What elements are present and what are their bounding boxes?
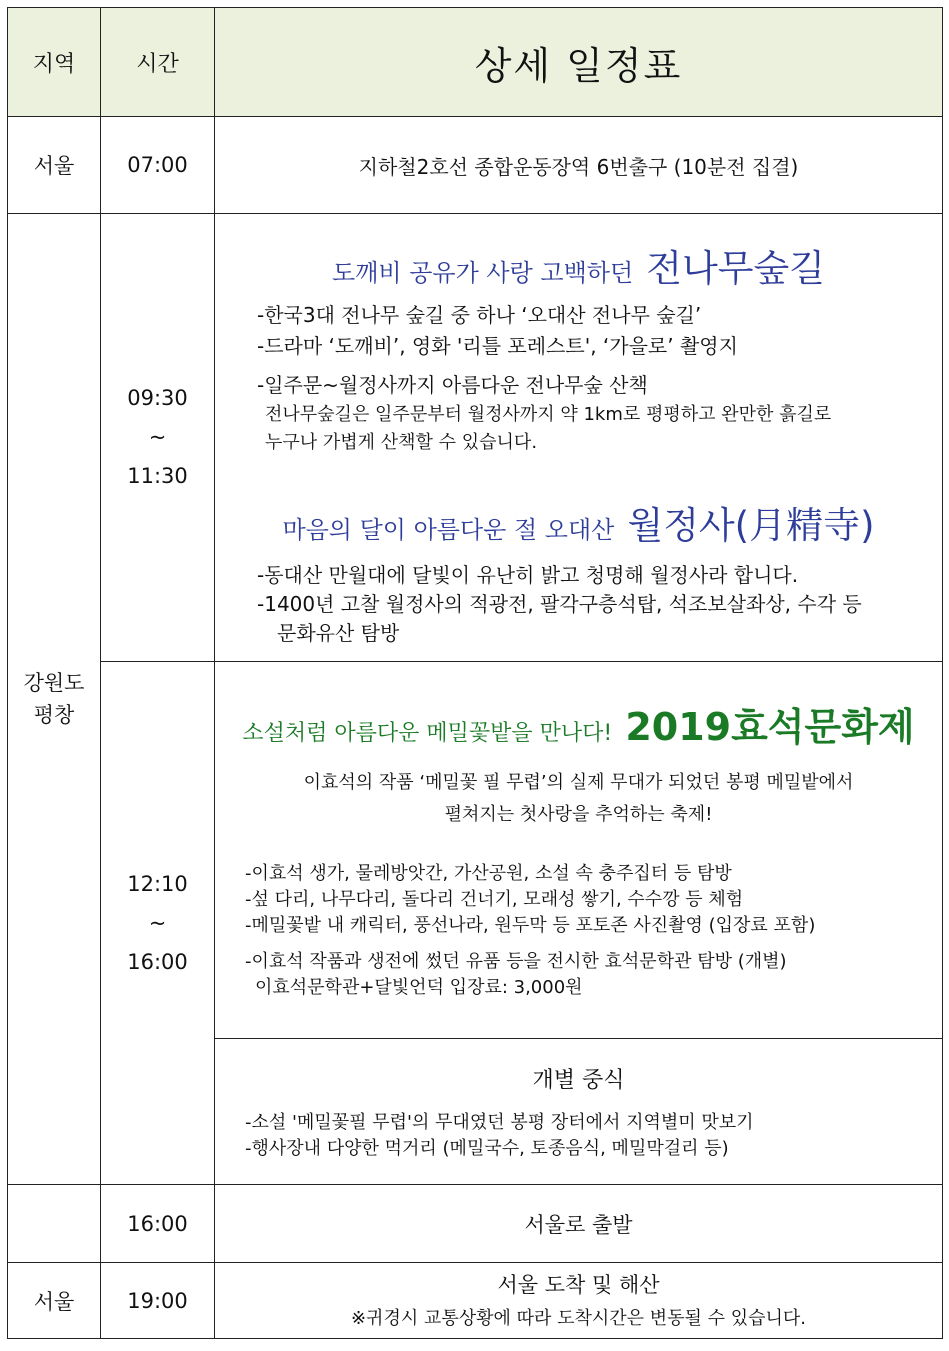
temple-heading-big: 월정사(月精寺) [627, 504, 875, 547]
row-afternoon [8, 662, 943, 1039]
forest-desc-1: 전나무숲길은 일주문부터 월정사까지 약 1km로 평평하고 완만한 흙길로 [265, 404, 832, 425]
temple-line-2: -1400년 고찰 월정사의 적광전, 팔각구층석탑, 석조보살좌상, 수각 등 [257, 592, 862, 616]
region-empty [8, 1185, 101, 1263]
lunch-detail [215, 1039, 943, 1185]
time-morning-sep: ~ [148, 425, 167, 449]
festival-intro-2: 펼쳐지는 첫사랑을 추억하는 축제! [444, 804, 713, 825]
forest-heading-small: 도깨비 공유가 사랑 고백하던 [332, 259, 634, 287]
festival-lines [215, 861, 942, 1001]
time-afternoon-start: 12:10 [127, 871, 188, 896]
morning-detail [215, 214, 943, 662]
row-seoul-start [8, 117, 943, 214]
time-morning-start: 09:30 [127, 386, 188, 410]
time-1600: 16:00 [101, 1185, 215, 1263]
header-time: 시간 [101, 8, 215, 117]
festival-line-3: -메밀꽃밭 내 캐릭터, 풍선나라, 원두막 등 포토존 사진촬영 (입장료 포함) [245, 915, 816, 936]
forest-line-2: -드라마 ‘도깨비’, 영화 '리틀 포레스트', ‘가을로’ 촬영지 [257, 334, 738, 358]
forest-heading [215, 238, 942, 292]
time-morning [101, 214, 215, 662]
lunch-lines [215, 1110, 942, 1162]
row-arrival [8, 1263, 943, 1339]
temple-heading-small: 마음의 달이 아름다운 절 오대산 [282, 516, 615, 544]
row-morning [8, 214, 943, 662]
festival-heading [215, 696, 942, 751]
forest-heading-big: 전나무숲길 [646, 247, 825, 290]
header-row [8, 8, 943, 117]
festival-intro-1: 이효석의 작품 ‘메밀꽃 필 무렵’의 실제 무대가 되었던 봉평 메밀밭에서 [303, 772, 854, 793]
departure-detail: 서울로 출발 [215, 1185, 943, 1263]
lunch-heading: 개별 중식 [532, 1068, 625, 1093]
museum-line-2: 이효석문학관+달빛언덕 입장료: 3,000원 [255, 977, 583, 998]
header-title: 상세 일정표 [215, 8, 943, 117]
festival-heading-small: 소설처럼 아름다운 메밀꽃밭을 만나다! [242, 721, 613, 746]
region-gangwon [8, 214, 101, 1185]
temple-line-3: 문화유산 탐방 [277, 621, 400, 645]
time-morning-end: 11:30 [127, 464, 188, 488]
festival-heading-big: 2019효석문화제 [625, 705, 915, 749]
time-1900: 19:00 [101, 1263, 215, 1339]
row-departure [8, 1185, 943, 1263]
time-0700: 07:00 [101, 117, 215, 214]
arrival-title: 서울 도착 및 해산 [497, 1272, 660, 1297]
region-gangwon-line1: 강원도 [23, 671, 85, 695]
lunch-line-2: -행사장내 다양한 먹거리 (메밀국수, 토종음식, 메밀막걸리 등) [245, 1138, 729, 1159]
time-afternoon-end: 16:00 [127, 949, 188, 974]
arrival-note: ※귀경시 교통상황에 따라 도착시간은 변동될 수 있습니다. [350, 1307, 807, 1329]
temple-line-1: -동대산 만월대에 달빛이 유난히 밝고 청명해 월정사라 합니다. [257, 563, 799, 587]
museum-line-1: -이효석 작품과 생전에 썼던 유품 등을 전시한 효석문학관 탐방 (개별) [245, 951, 787, 972]
forest-line-3: -일주문~월정사까지 아름다운 전나무숲 산책 [257, 373, 648, 397]
region-seoul-arrival: 서울 [8, 1263, 101, 1339]
festival-detail [215, 662, 943, 1039]
time-afternoon-sep: ~ [148, 910, 167, 935]
forest-lines [215, 300, 942, 457]
time-afternoon [101, 662, 215, 1185]
temple-heading [215, 495, 942, 549]
schedule-table [7, 7, 943, 1339]
festival-line-1: -이효석 생가, 물레방앗간, 가산공원, 소설 속 충주집터 등 탐방 [245, 863, 732, 884]
temple-lines [215, 561, 942, 648]
header-region: 지역 [8, 8, 101, 117]
meeting-point: 지하철2호선 종합운동장역 6번출구 (10분전 집결) [215, 117, 943, 214]
forest-line-1: -한국3대 전나무 숲길 중 하나 ‘오대산 전나무 숲길’ [257, 303, 702, 327]
region-seoul: 서울 [8, 117, 101, 214]
region-gangwon-line2: 평창 [33, 703, 75, 727]
festival-intro [215, 767, 942, 831]
lunch-line-1: -소설 '메밀꽃필 무렵'의 무대였던 봉평 장터에서 지역별미 맛보기 [245, 1112, 754, 1133]
forest-desc-2: 누구나 가볍게 산책할 수 있습니다. [265, 432, 538, 453]
arrival-detail [215, 1263, 943, 1339]
festival-line-2: -섶 다리, 나무다리, 돌다리 건너기, 모래성 쌓기, 수수깡 등 체험 [245, 889, 744, 910]
